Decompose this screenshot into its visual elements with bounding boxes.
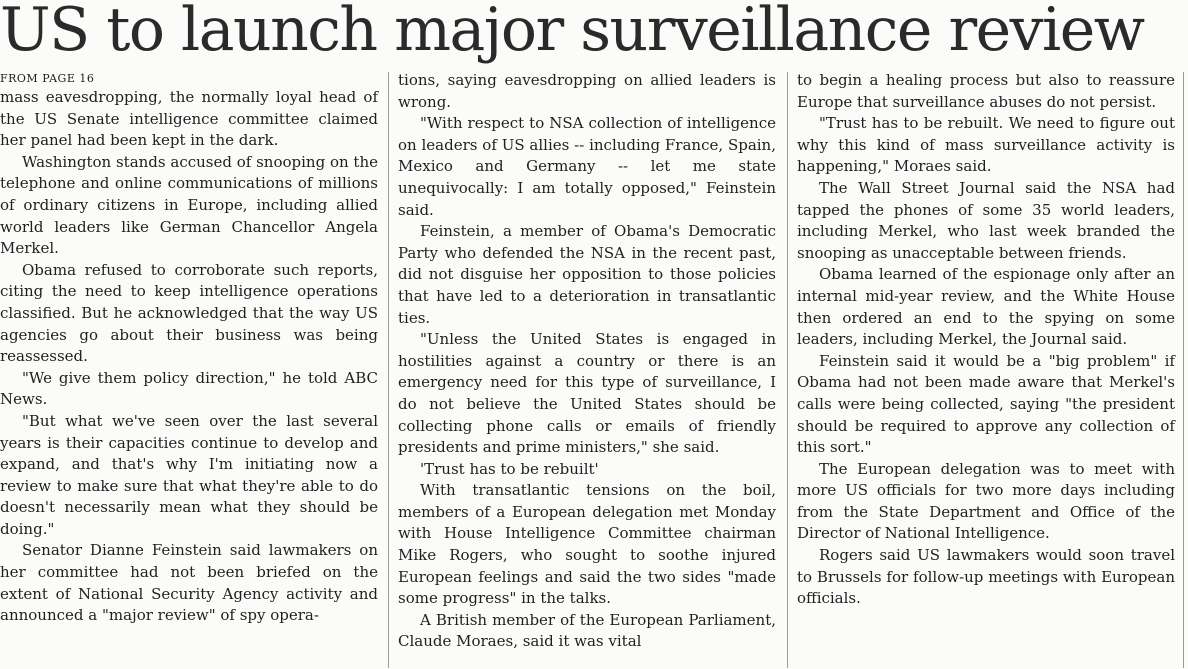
subheading: 'Trust has to be rebuilt' (420, 459, 599, 478)
paragraph: Washington stands accused of snooping on the telephone and online communications of millions of ordinary citizens in Europe, including allied world leaders like German Chancellor Angela Merkel. (0, 152, 378, 258)
paragraph: "Unless the United States is engaged in hostilities against a country or there is an emergency need for this type of surveillance, I do not believe the United States should be collecting phone calls or emails of friendly presidents and prime ministers," she said. (398, 330, 776, 457)
paragraph: to begin a healing process but also to reassure Europe that surveillance abuses do not persist. (797, 71, 1175, 111)
paragraph: Rogers said US lawmakers would soon travel to Brussels for follow-up meetings with European officials. (797, 546, 1175, 608)
paragraph: Obama learned of the espionage only after an internal mid-year review, and the White House then ordered an end to the spying on some leaders, including Merkel, the Journal said. (797, 265, 1175, 349)
article-body (0, 70, 1188, 669)
paragraph: Senator Dianne Feinstein said lawmakers on her committee had not been briefed on the extent of National Security Agency activity and announced a "major review" of spy opera- (0, 541, 378, 625)
paragraph: "But what we've seen over the last several years is their capacities continue to develop and expand, and that's why I'm initiating now a review to make sure that what they're able to do doesn't necessarily mean what they should be doing." (0, 411, 378, 538)
headline: US to launch major surveillance review (0, 0, 1144, 65)
paragraph: Feinstein said it would be a "big problem" if Obama had not been made aware that Merkel's calls were being collected, saying "the president should be required to approve any collection of this sort." (797, 351, 1175, 457)
paragraph: mass eavesdropping, the normally loyal head of the US Senate intelligence committee claimed her panel had been kept in the dark. (0, 88, 378, 150)
paragraph: Feinstein, a member of Obama's Democratic Party who defended the NSA in the recent past, did not disguise her opposition to those policies that have led to a deterioration in transatlantic ties. (398, 222, 776, 327)
article-column-3 (797, 70, 1175, 610)
paragraph: Obama refused to corroborate such reports, citing the need to keep intelligence operations classified. But he acknowledged that the way US agencies go about their business was being reassessed. (0, 260, 378, 366)
paragraph: tions, saying eavesdropping on allied leaders is wrong. (398, 71, 776, 111)
jump-line: FROM PAGE 16 (0, 72, 95, 85)
paragraph: "We give them policy direction," he told ABC News. (0, 368, 378, 409)
paragraph: "Trust has to be rebuilt. We need to figure out why this kind of mass surveillance activity is happening," Moraes said. (797, 114, 1175, 176)
paragraph: A British member of the European Parliament, Claude Moraes, said it was vital (398, 610, 776, 651)
article-column-2 (398, 70, 776, 653)
article-column-1 (0, 70, 378, 627)
paragraph: "With respect to NSA collection of intelligence on leaders of US allies -- including France, Spain, Mexico and Germany -- let me state unequivocally: I am totally opposed," Feinstein said. (398, 114, 776, 219)
column-divider (388, 72, 389, 668)
paragraph: The European delegation was to meet with more US officials for two more days including from the State Department and Office of the Director of National Intelligence. (797, 459, 1175, 543)
column-divider (1183, 72, 1184, 668)
column-divider (787, 72, 788, 668)
paragraph: With transatlantic tensions on the boil, members of a European delegation met Monday with House Intelligence Committee chairman Mike Rogers, who sought to soothe injured European feelings and said the two sides "made some progress" in the talks. (398, 481, 776, 608)
paragraph: The Wall Street Journal said the NSA had tapped the phones of some 35 world leaders, including Merkel, who last week branded the snooping as unacceptable between friends. (797, 178, 1175, 262)
